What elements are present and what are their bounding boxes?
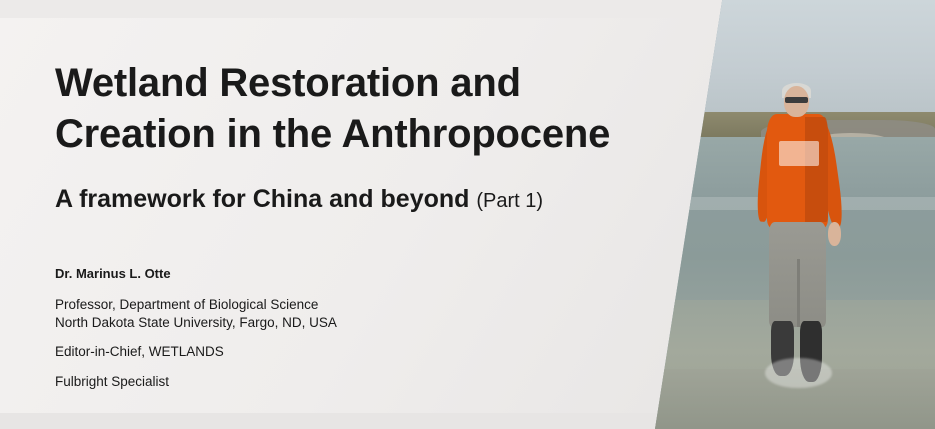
person-leg-separation	[797, 259, 800, 327]
slide-title-line-2: Creation in the Anthropocene	[55, 112, 611, 157]
slide-title-line-1: Wetland Restoration and	[55, 61, 521, 105]
slide-subtitle-text: A framework for China and beyond	[55, 185, 470, 213]
presenter-fulbright: Fulbright Specialist	[55, 374, 170, 389]
presenter-role: Editor-in-Chief, WETLANDS	[55, 344, 224, 359]
slide-subtitle	[55, 185, 543, 214]
person-torso-shadow	[805, 117, 828, 222]
person-shirt-logo	[779, 141, 819, 166]
slide-title	[55, 58, 685, 160]
affiliation-line-1: Professor, Department of Biological Science	[55, 297, 319, 312]
slide-subtitle-part: (Part 1)	[476, 190, 544, 212]
photo-person	[756, 86, 851, 395]
affiliation-line-2: North Dakota State University, Fargo, ND, USA	[55, 315, 337, 331]
person-hand	[828, 222, 841, 247]
presenter-affiliation	[55, 296, 337, 332]
water-splash	[765, 358, 832, 389]
presenter-name: Dr. Marinus L. Otte	[55, 266, 171, 281]
sunglasses-icon	[785, 97, 808, 103]
